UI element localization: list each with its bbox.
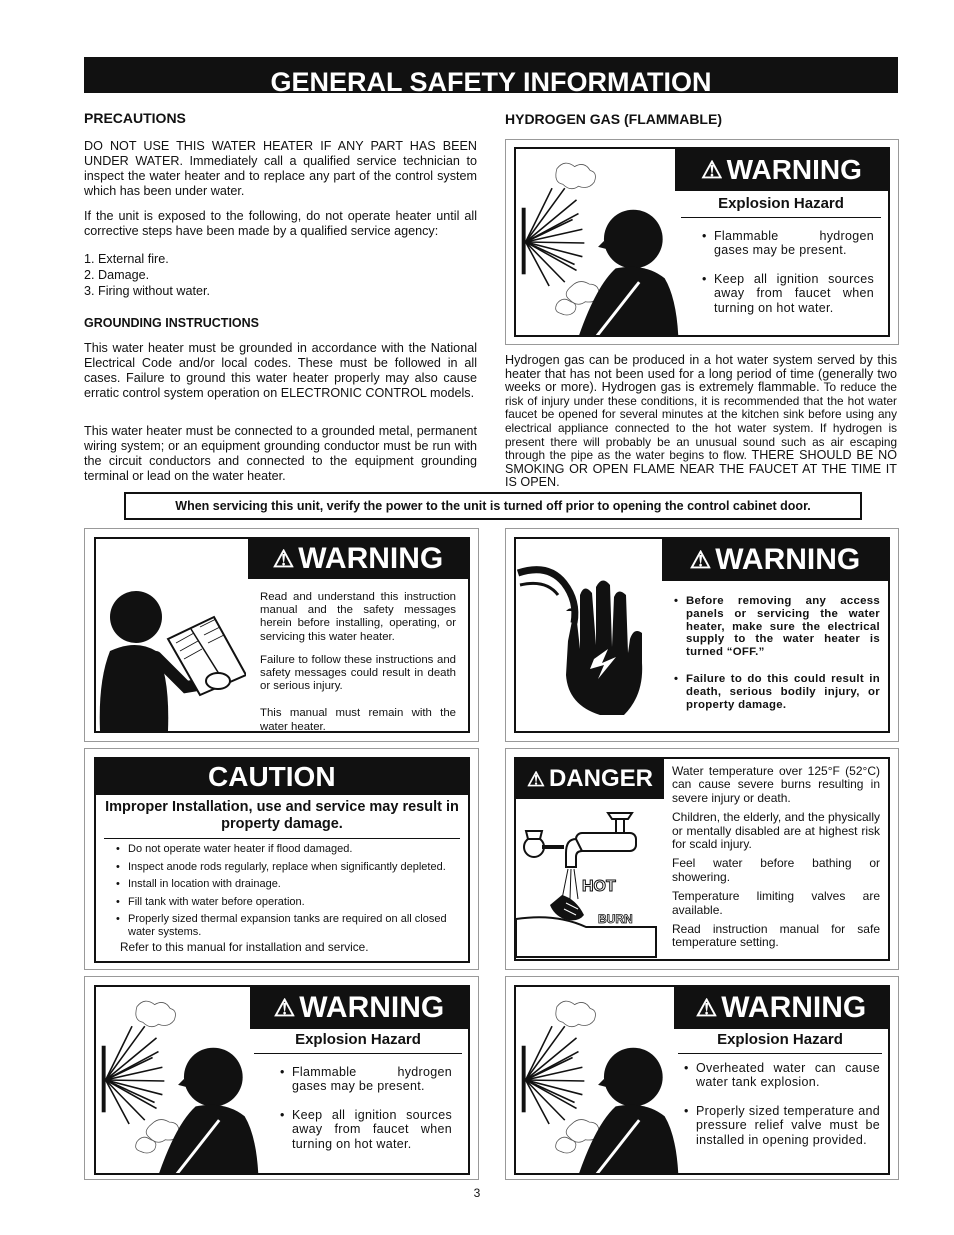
- danger-p3: Feel water before bathing or showering.: [672, 856, 880, 884]
- bullet-ignition: • Keep all ignition sources away from faucet when turning on hot water.: [280, 1108, 452, 1151]
- grounding-heading: GROUNDING INSTRUCTIONS: [84, 316, 259, 330]
- overheat-warning-label: [514, 985, 890, 1175]
- hot-text: HOT: [582, 878, 616, 895]
- danger-p1: Water temperature over 125°F (52°C) can cause severe burns resulting in severe injury or death.: [672, 764, 880, 805]
- bullet-ignition: • Keep all ignition sources away from faucet when turning on hot water.: [702, 272, 874, 315]
- hydrogen-text-b: To reduce the risk of injury under these conditions, it is recommended that the hot water faucet be opened for several minutes at the kitchen sink before using any electrical appliance connected to the hot water system. If hydrogen is present there will probably be an unusual sound such as air escaping through the pipe as the water begins to flow.: [505, 380, 897, 463]
- warning-word: WARNING: [715, 543, 861, 576]
- list-item: • Properly sized thermal expansion tanks are required on all closed water systems.: [114, 913, 460, 938]
- warning-banner: [675, 149, 888, 191]
- warning-word: WARNING: [299, 991, 445, 1024]
- electrical-warning-label: [514, 537, 890, 733]
- danger-p5: Read instruction manual for safe temperature setting.: [672, 922, 880, 950]
- warning-word: WARNING: [721, 991, 867, 1024]
- warning-word: WARNING: [298, 542, 444, 575]
- explosion-person-icon: [516, 987, 686, 1173]
- grounding-paragraph-1: This water heater must be grounded in accordance with the National Electrical Code and/or local codes. These must be followed in all cases. Failure to ground this water heater properly may also cause erratic control system operation on ELECTRONIC CONTROL models.: [84, 341, 477, 400]
- danger-p4: Temperature limiting valves are available.: [672, 889, 880, 917]
- explosion-warning-label: [94, 985, 470, 1175]
- explosion-person-icon: [96, 987, 266, 1173]
- warning-banner: [674, 987, 888, 1029]
- danger-p2: Children, the elderly, and the physically or mentally disabled are at highest risk for scald injury.: [672, 810, 880, 852]
- manual-warning-frame: [84, 528, 479, 742]
- hydrogen-heading: HYDROGEN GAS (FLAMMABLE): [505, 111, 722, 127]
- hydrogen-warning-bullets: [702, 229, 874, 329]
- warning-word: WARNING: [726, 154, 862, 185]
- manual-warning-p3: This manual must remain with the water heater.: [260, 707, 456, 733]
- bullet-power-off: • Before removing any access panels or servicing the water heater, make sure the electrical supply to the water heater is turned “OFF.”: [674, 595, 880, 659]
- bullet-relief-valve: • Properly sized temperature and pressure relief valve must be installed in opening provided.: [684, 1104, 880, 1147]
- alert-icon: ⚠: [695, 994, 718, 1022]
- bullet-flammable: • Flammable hydrogen gases may be present.: [280, 1065, 452, 1094]
- hydrogen-warning-frame: [505, 139, 899, 345]
- explosion-hazard-title: Explosion Hazard: [681, 195, 881, 218]
- caution-frame: [84, 748, 479, 970]
- explosion-warning-frame-left: [84, 976, 479, 1180]
- manual-warning-p1: Read and understand this instruction manual and the safety messages herein before installing, operating, or servicing this water heater.: [260, 591, 456, 643]
- list-item: • Install in location with drainage.: [114, 878, 460, 891]
- list-item: • Inspect anode rods regularly, replace when significantly depleted.: [114, 861, 460, 874]
- manual-warning-p2: Failure to follow these instructions and safety messages could result in death or serious injury.: [260, 653, 456, 693]
- hydrogen-text-a: Hydrogen gas can be produced in a hot water system served by this heater that has not been used for a long period of time (generally two weeks or more). Hydrogen gas is extremely flammable.: [505, 353, 897, 395]
- caution-list: [114, 843, 460, 943]
- bullet-failure: • Failure to do this could result in death, serious bodily injury, or property damage.: [674, 673, 880, 711]
- burn-text: BURN: [598, 912, 633, 926]
- danger-text: [672, 765, 880, 956]
- warning-banner: [662, 539, 888, 581]
- electric-shock-hand-icon: [516, 539, 666, 731]
- list-item: • Fill tank with water before operation.: [114, 896, 460, 909]
- hot-water-faucet-icon: [516, 759, 664, 959]
- list-item: 1. External fire.: [84, 252, 169, 266]
- precautions-paragraph-2: If the unit is exposed to the following, do not operate heater until all corrective steps have been made by a qualified service agency:: [84, 209, 477, 238]
- danger-word: DANGER: [548, 765, 653, 792]
- bullet-overheated: • Overheated water can cause water tank explosion.: [684, 1061, 880, 1090]
- caution-label: [94, 757, 470, 963]
- caution-subtitle: Improper Installation, use and service may result in property damage.: [104, 799, 460, 839]
- electrical-warning-frame: [505, 528, 899, 742]
- precautions-paragraph-1: DO NOT USE THIS WATER HEATER IF ANY PART HAS BEEN UNDER WATER. Immediately call a qualified service technician to inspect the water heater and to replace any part of the control system which has been under water.: [84, 139, 477, 198]
- alert-icon: ⚠: [527, 768, 545, 791]
- overheat-warning-bullets: [684, 1061, 880, 1161]
- list-item: 3. Firing without water.: [84, 284, 210, 298]
- bullet-flammable: • Flammable hydrogen gases may be present.: [702, 229, 874, 258]
- servicing-notice: When servicing this unit, verify the power to the unit is turned off prior to opening the control cabinet door.: [124, 492, 862, 520]
- explosion-hazard-title: Explosion Hazard: [254, 1031, 462, 1054]
- grounding-paragraph-2: This water heater must be connected to a grounded metal, permanent wiring system; or an equipment grounding conductor must be run with the circuit conductors and connected to the equipment grounding terminal or lead on the water heater.: [84, 424, 477, 483]
- alert-icon: ⚠: [272, 545, 295, 573]
- explosion-person-icon: [516, 149, 686, 335]
- page-number: 3: [473, 1186, 481, 1200]
- precautions-list: [84, 251, 210, 299]
- electrical-warning-bullets: [674, 595, 880, 723]
- explosion-hazard-title: Explosion Hazard: [678, 1031, 882, 1054]
- page-title: GENERAL SAFETY INFORMATION: [84, 57, 898, 93]
- danger-label: [514, 757, 890, 961]
- caution-banner: CAUTION: [96, 759, 468, 795]
- hydrogen-text-c: THERE SHOULD BE NO SMOKING OR OPEN FLAME NEAR THE FAUCET AT THE TIME IT IS OPEN.: [505, 448, 897, 490]
- alert-icon: ⚠: [273, 994, 296, 1022]
- danger-frame: [505, 748, 899, 970]
- explosion-warning-bullets: [280, 1065, 452, 1165]
- caution-footer: Refer to this manual for installation and service.: [120, 940, 369, 954]
- warning-banner: [248, 539, 468, 579]
- hydrogen-warning-label: [514, 147, 890, 337]
- list-item: • Do not operate water heater if flood damaged.: [114, 843, 460, 856]
- reading-person-icon: [96, 539, 246, 731]
- alert-icon: ⚠: [689, 546, 712, 574]
- explosion-warning-frame-right: [505, 976, 899, 1180]
- warning-banner: [250, 987, 468, 1029]
- manual-warning-text: [260, 591, 456, 733]
- list-item: 2. Damage.: [84, 268, 150, 282]
- manual-warning-label: [94, 537, 470, 733]
- precautions-heading: PRECAUTIONS: [84, 110, 186, 126]
- hydrogen-paragraph: [505, 354, 897, 490]
- alert-icon: ⚠: [701, 156, 723, 184]
